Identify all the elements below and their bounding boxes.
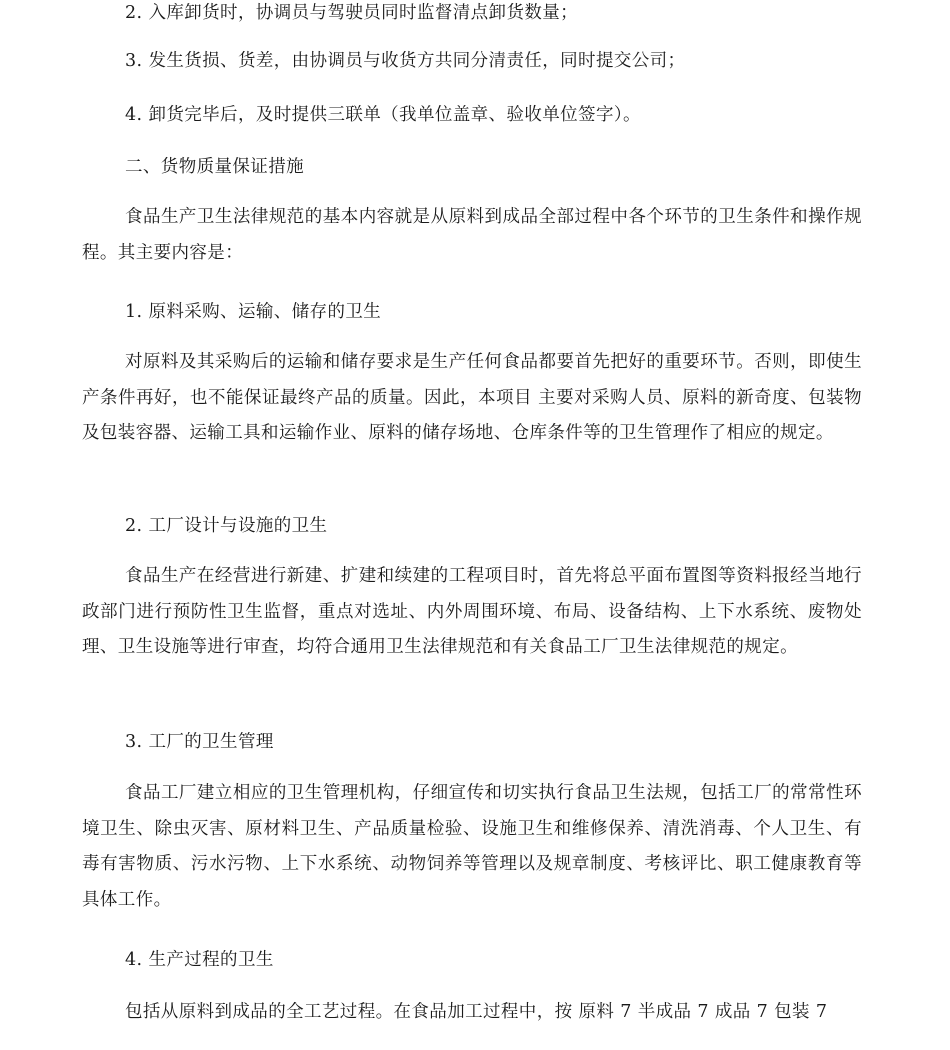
list-item-3: 3. 发生货损、货差，由协调员与收货方共同分清责任，同时提交公司； — [125, 51, 686, 71]
subsection-heading-4: 4. 生产过程的卫生 — [125, 950, 274, 970]
subsection-paragraph-3: 食品工厂建立相应的卫生管理机构，仔细宣传和切实执行食品卫生法规，包括工厂的常常性环境卫生、除虫灭害、原材料卫生、产品质量检验、设施卫生和维修保养、清洗消毒、个人卫生、有毒有害物质、污水污物、上下水系统、动物饲养等管理以及规章制度、考核评比、职工健康教育等具体工作。 — [82, 783, 862, 910]
subsection-heading-2: 2. 工厂设计与设施的卫生 — [125, 516, 328, 536]
subsection-paragraph-1: 对原料及其采购后的运输和储存要求是生产任何食品都要首先把好的重要环节。否则，即使生产条件再好，也不能保证最终产品的质量。因此，本项目 主要对采购人员、原料的新奇度、包装物及包装容器、运输工具和运输作业、原料的储存场地、仓库条件等的卫生管理作了相应的规定。 — [82, 352, 862, 443]
list-item-4: 4. 卸货完毕后，及时提供三联单（我单位盖章、验收单位签字）。 — [125, 105, 641, 125]
subsection-paragraph-2: 食品生产在经营进行新建、扩建和续建的工程项目时，首先将总平面布置图等资料报经当地行政部门进行预防性卫生监督，重点对选址、内外周围环境、布局、设备结构、上下水系统、废物处理、卫生设施等进行审查，均符合通用卫生法律规范和有关食品工厂卫生法律规范的规定。 — [82, 566, 862, 657]
intro-paragraph: 食品生产卫生法律规范的基本内容就是从原料到成品全部过程中各个环节的卫生条件和操作规程。其主要内容是： — [82, 207, 862, 263]
section-heading: 二、货物质量保证措施 — [125, 157, 304, 177]
subsection-paragraph-4: 包括从原料到成品的全工艺过程。在食品加工过程中，按 原料 7 半成品 7 成品 7 包装 7 — [125, 1002, 828, 1022]
subsection-heading-1: 1. 原料采购、运输、储存的卫生 — [125, 302, 382, 322]
list-item-2: 2. 入库卸货时，协调员与驾驶员同时监督清点卸货数量； — [125, 3, 579, 23]
subsection-heading-3: 3. 工厂的卫生管理 — [125, 732, 274, 752]
